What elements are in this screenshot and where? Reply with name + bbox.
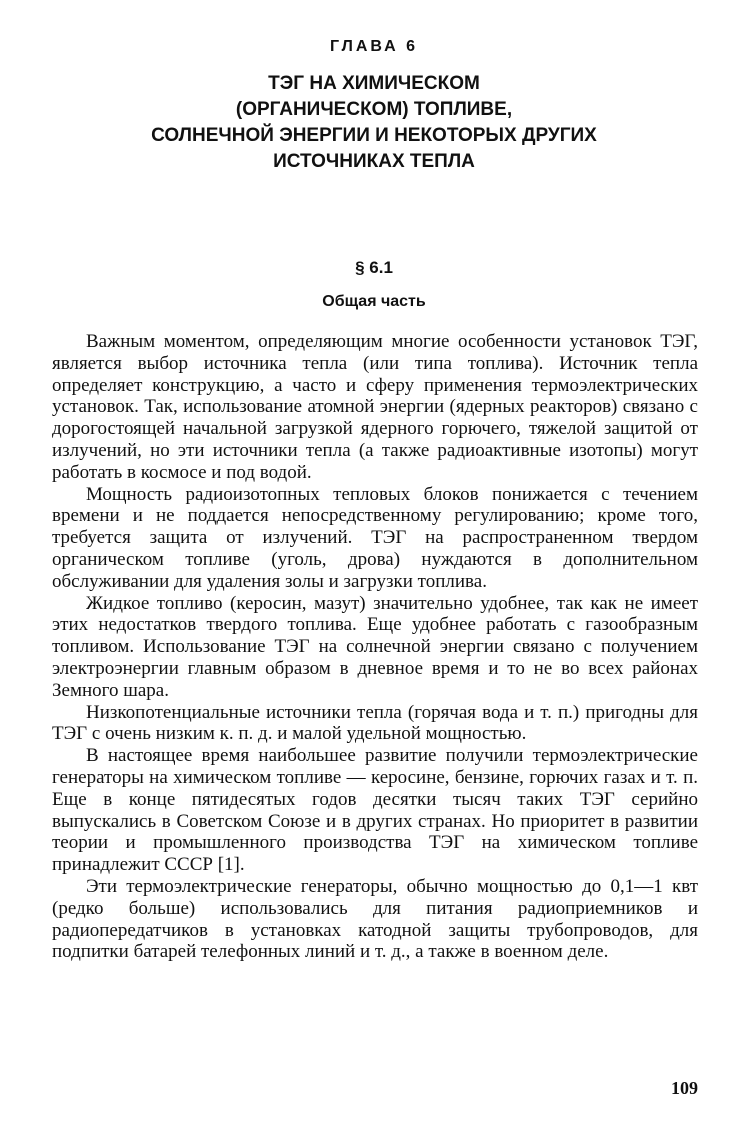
chapter-title	[0, 71, 748, 175]
paragraph: Важным моментом, определяющим многие особенности установок ТЭГ, является выбор источника тепла (или типа топлива). Источник тепла определяет конструкцию, а часто и сферу применения термоэлектрических установок. Так, использование атомной энергии (ядерных реакторов) связано с дорогостоящей начальной загрузкой ядерного горючего, тяжелой защитой от излучений, но эти источники тепла (а также радиоактивные изотопы) могут работать в космосе и под водой.	[52, 331, 698, 483]
paragraph: В настоящее время наибольшее развитие получили термоэлектрические генераторы на химическом топливе — керосине, бензине, горючих газах и т. п. Еще в конце пятидесятых годов десятки тысяч таких ТЭГ серийно выпускались в Советском Союзе и в других странах. Но приоритет в развитии теории и промышленного производства ТЭГ на химическом топливе принадлежит СССР [1].	[52, 745, 698, 876]
paragraph: Мощность радиоизотопных тепловых блоков понижается с течением времени и не поддается непосредственному регулированию; кроме того, требуется защита от излучений. ТЭГ на распространенном твердом органическом топливе (уголь, дрова) нуждаются в дополнительном обслуживании для удаления золы и загрузки топлива.	[52, 483, 698, 592]
paragraph: Низкопотенциальные источники тепла (горячая вода и т. п.) пригодны для ТЭГ с очень низким к. п. д. и малой удельной мощностью.	[52, 701, 698, 745]
chapter-label: ГЛАВА 6	[329, 38, 419, 55]
paragraph: Эти термоэлектрические генераторы, обычно мощностью до 0,1—1 квт (редко больше) использовались для питания радиоприемников и радиопередатчиков в установках катодной защиты трубопроводов, для подпитки батарей телефонных линий и т. д., а также в военном деле.	[52, 875, 698, 963]
body-text	[52, 331, 698, 963]
section-number: § 6.1	[355, 258, 393, 277]
section-title: Общая часть	[322, 293, 426, 310]
chapter-title-line: СОЛНЕЧНОЙ ЭНЕРГИИ И НЕКОТОРЫХ ДРУГИХ	[151, 125, 597, 146]
paragraph: Жидкое топливо (керосин, мазут) значительно удобнее, так как не имеет этих недостатков твердого топлива. Еще удобнее работать с газообразным топливом. Использование ТЭГ на солнечной энергии связано с получением электроэнергии главным образом в дневное время и то не во всех районах Земного шара.	[52, 592, 698, 701]
chapter-title-line: ИСТОЧНИКАХ ТЕПЛА	[273, 151, 475, 172]
chapter-title-line: (ОРГАНИЧЕСКОМ) ТОПЛИВЕ,	[235, 99, 513, 120]
page-number: 109	[671, 1078, 698, 1098]
chapter-title-line: ТЭГ НА ХИМИЧЕСКОМ	[268, 73, 480, 94]
